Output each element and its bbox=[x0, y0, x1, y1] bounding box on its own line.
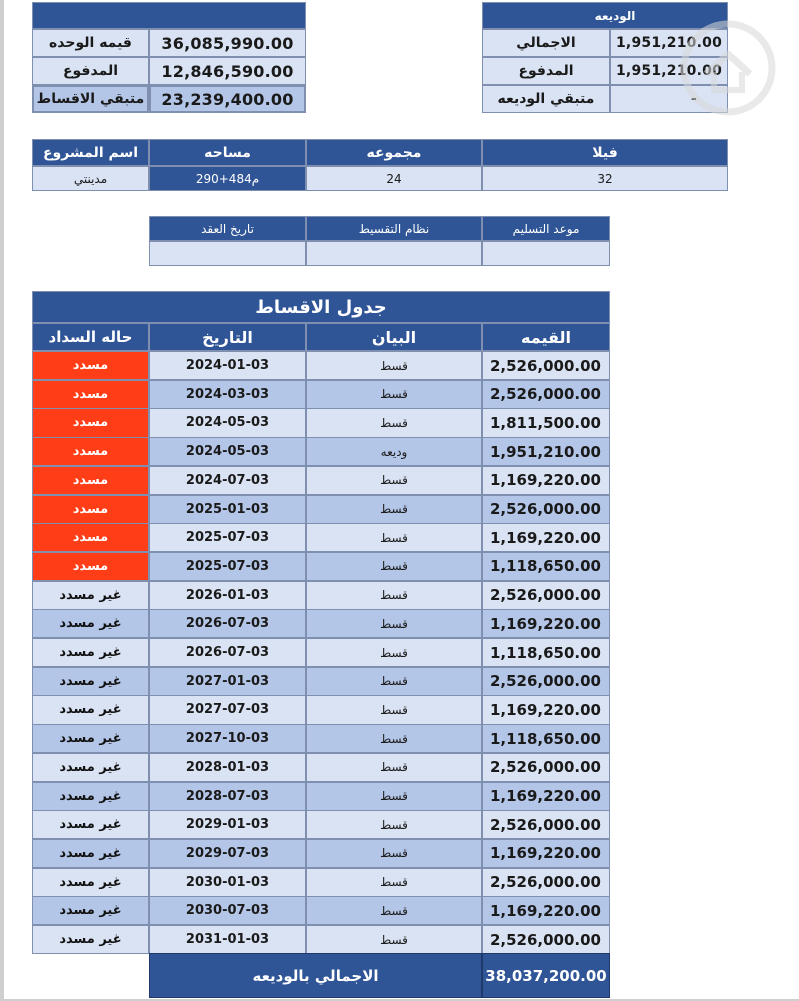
row-date: 2024-07-03 bbox=[149, 466, 306, 495]
schedule-total-amount: 38,037,200.00 bbox=[482, 953, 610, 998]
project-header-group: مجموعه bbox=[306, 139, 482, 166]
row-status: غير مسدد bbox=[32, 925, 149, 954]
row-amount: 1,951,210.00 bbox=[482, 437, 610, 466]
row-status: غير مسدد bbox=[32, 753, 149, 782]
row-description: قسط bbox=[306, 609, 482, 638]
row-amount: 1,169,220.00 bbox=[482, 896, 610, 925]
row-amount: 2,526,000.00 bbox=[482, 667, 610, 696]
row-description: وديعه bbox=[306, 437, 482, 466]
summary-paid: 12,846,590.00 bbox=[149, 57, 306, 85]
row-status: مسدد bbox=[32, 437, 149, 466]
project-group-value: 24 bbox=[306, 166, 482, 191]
deposit-paid-label: المدفوع bbox=[482, 57, 610, 85]
row-description: قسط bbox=[306, 408, 482, 437]
deposit-title: الوديعه bbox=[482, 2, 728, 29]
row-description: قسط bbox=[306, 667, 482, 696]
summary-paid-label: المدفوع bbox=[32, 57, 149, 85]
deposit-total-label: الاجمالي bbox=[482, 29, 610, 57]
project-area-value: 290+484م bbox=[149, 166, 306, 191]
row-amount: 2,526,000.00 bbox=[482, 810, 610, 839]
row-description: قسط bbox=[306, 753, 482, 782]
schedule-header-amount: القيمه bbox=[482, 323, 610, 351]
row-amount: 1,169,220.00 bbox=[482, 839, 610, 868]
deposit-total: 1,951,210.00 bbox=[610, 29, 728, 57]
row-status: مسدد bbox=[32, 552, 149, 581]
row-amount: 1,169,220.00 bbox=[482, 523, 610, 552]
row-date: 2029-07-03 bbox=[149, 839, 306, 868]
contract-installment-system-value bbox=[306, 241, 482, 266]
schedule-header-description: البيان bbox=[306, 323, 482, 351]
summary-remaining-label: متبقي الاقساط bbox=[32, 85, 149, 113]
row-amount: 1,811,500.00 bbox=[482, 408, 610, 437]
schedule-title: جدول الاقساط bbox=[32, 291, 610, 323]
row-date: 2024-01-03 bbox=[149, 351, 306, 380]
row-description: قسط bbox=[306, 896, 482, 925]
row-description: قسط bbox=[306, 552, 482, 581]
row-date: 2026-07-03 bbox=[149, 638, 306, 667]
project-name-value: مدينتي bbox=[32, 166, 149, 191]
row-amount: 2,526,000.00 bbox=[482, 495, 610, 524]
row-date: 2024-05-03 bbox=[149, 437, 306, 466]
row-status: غير مسدد bbox=[32, 667, 149, 696]
schedule-header-status: حاله السداد bbox=[32, 323, 149, 351]
row-date: 2028-07-03 bbox=[149, 782, 306, 811]
row-date: 2025-01-03 bbox=[149, 495, 306, 524]
row-date: 2027-01-03 bbox=[149, 667, 306, 696]
row-description: قسط bbox=[306, 351, 482, 380]
row-description: قسط bbox=[306, 925, 482, 954]
schedule-header-date: التاريخ bbox=[149, 323, 306, 351]
row-amount: 1,169,220.00 bbox=[482, 695, 610, 724]
summary-header-bar bbox=[32, 2, 306, 29]
row-description: قسط bbox=[306, 581, 482, 610]
project-header-villa: فيلا bbox=[482, 139, 728, 166]
row-status: غير مسدد bbox=[32, 782, 149, 811]
row-description: قسط bbox=[306, 810, 482, 839]
row-date: 2028-01-03 bbox=[149, 753, 306, 782]
row-description: قسط bbox=[306, 839, 482, 868]
row-status: مسدد bbox=[32, 495, 149, 524]
row-description: قسط bbox=[306, 523, 482, 552]
row-date: 2031-01-03 bbox=[149, 925, 306, 954]
row-description: قسط bbox=[306, 495, 482, 524]
row-amount: 2,526,000.00 bbox=[482, 925, 610, 954]
row-amount: 2,526,000.00 bbox=[482, 380, 610, 409]
row-amount: 1,118,650.00 bbox=[482, 552, 610, 581]
row-status: غير مسدد bbox=[32, 695, 149, 724]
row-amount: 1,169,220.00 bbox=[482, 782, 610, 811]
sheet-border-left bbox=[0, 0, 4, 1001]
row-status: مسدد bbox=[32, 351, 149, 380]
row-status: غير مسدد bbox=[32, 839, 149, 868]
row-status: غير مسدد bbox=[32, 810, 149, 839]
row-date: 2027-10-03 bbox=[149, 724, 306, 753]
row-description: قسط bbox=[306, 782, 482, 811]
row-amount: 2,526,000.00 bbox=[482, 868, 610, 897]
row-status: مسدد bbox=[32, 380, 149, 409]
contract-delivery-value bbox=[482, 241, 610, 266]
deposit-remaining: - bbox=[610, 85, 728, 113]
summary-remaining: 23,239,400.00 bbox=[149, 85, 306, 113]
row-status: غير مسدد bbox=[32, 868, 149, 897]
unit-value: 36,085,990.00 bbox=[149, 29, 306, 57]
row-date: 2025-07-03 bbox=[149, 523, 306, 552]
row-date: 2029-01-03 bbox=[149, 810, 306, 839]
row-description: قسط bbox=[306, 380, 482, 409]
row-amount: 1,169,220.00 bbox=[482, 466, 610, 495]
row-date: 2025-07-03 bbox=[149, 552, 306, 581]
row-date: 2030-07-03 bbox=[149, 896, 306, 925]
row-description: قسط bbox=[306, 724, 482, 753]
row-date: 2027-07-03 bbox=[149, 695, 306, 724]
row-description: قسط bbox=[306, 638, 482, 667]
row-date: 2024-03-03 bbox=[149, 380, 306, 409]
row-date: 2026-07-03 bbox=[149, 609, 306, 638]
row-amount: 1,169,220.00 bbox=[482, 609, 610, 638]
row-date: 2030-01-03 bbox=[149, 868, 306, 897]
project-header-area: مساحه bbox=[149, 139, 306, 166]
contract-header-contract-date: تاريخ العقد bbox=[149, 216, 306, 241]
schedule-total-label: الاجمالي بالوديعه bbox=[149, 953, 482, 998]
unit-value-label: قيمه الوحده bbox=[32, 29, 149, 57]
row-description: قسط bbox=[306, 695, 482, 724]
row-date: 2026-01-03 bbox=[149, 581, 306, 610]
project-header-name: اسم المشروع bbox=[32, 139, 149, 166]
row-status: غير مسدد bbox=[32, 896, 149, 925]
row-status: مسدد bbox=[32, 408, 149, 437]
row-status: غير مسدد bbox=[32, 724, 149, 753]
row-amount: 1,118,650.00 bbox=[482, 638, 610, 667]
row-amount: 2,526,000.00 bbox=[482, 351, 610, 380]
row-description: قسط bbox=[306, 466, 482, 495]
row-status: غير مسدد bbox=[32, 609, 149, 638]
contract-header-delivery: موعد التسليم bbox=[482, 216, 610, 241]
row-amount: 1,118,650.00 bbox=[482, 724, 610, 753]
row-status: غير مسدد bbox=[32, 581, 149, 610]
row-description: قسط bbox=[306, 868, 482, 897]
row-status: غير مسدد bbox=[32, 638, 149, 667]
contract-date-value bbox=[149, 241, 306, 266]
deposit-remaining-label: متبقي الوديعه bbox=[482, 85, 610, 113]
row-status: مسدد bbox=[32, 466, 149, 495]
deposit-paid: 1,951,210.00 bbox=[610, 57, 728, 85]
row-amount: 2,526,000.00 bbox=[482, 753, 610, 782]
contract-header-installment-system: نظام التقسيط bbox=[306, 216, 482, 241]
project-villa-value: 32 bbox=[482, 166, 728, 191]
row-date: 2024-05-03 bbox=[149, 408, 306, 437]
row-status: مسدد bbox=[32, 523, 149, 552]
row-amount: 2,526,000.00 bbox=[482, 581, 610, 610]
